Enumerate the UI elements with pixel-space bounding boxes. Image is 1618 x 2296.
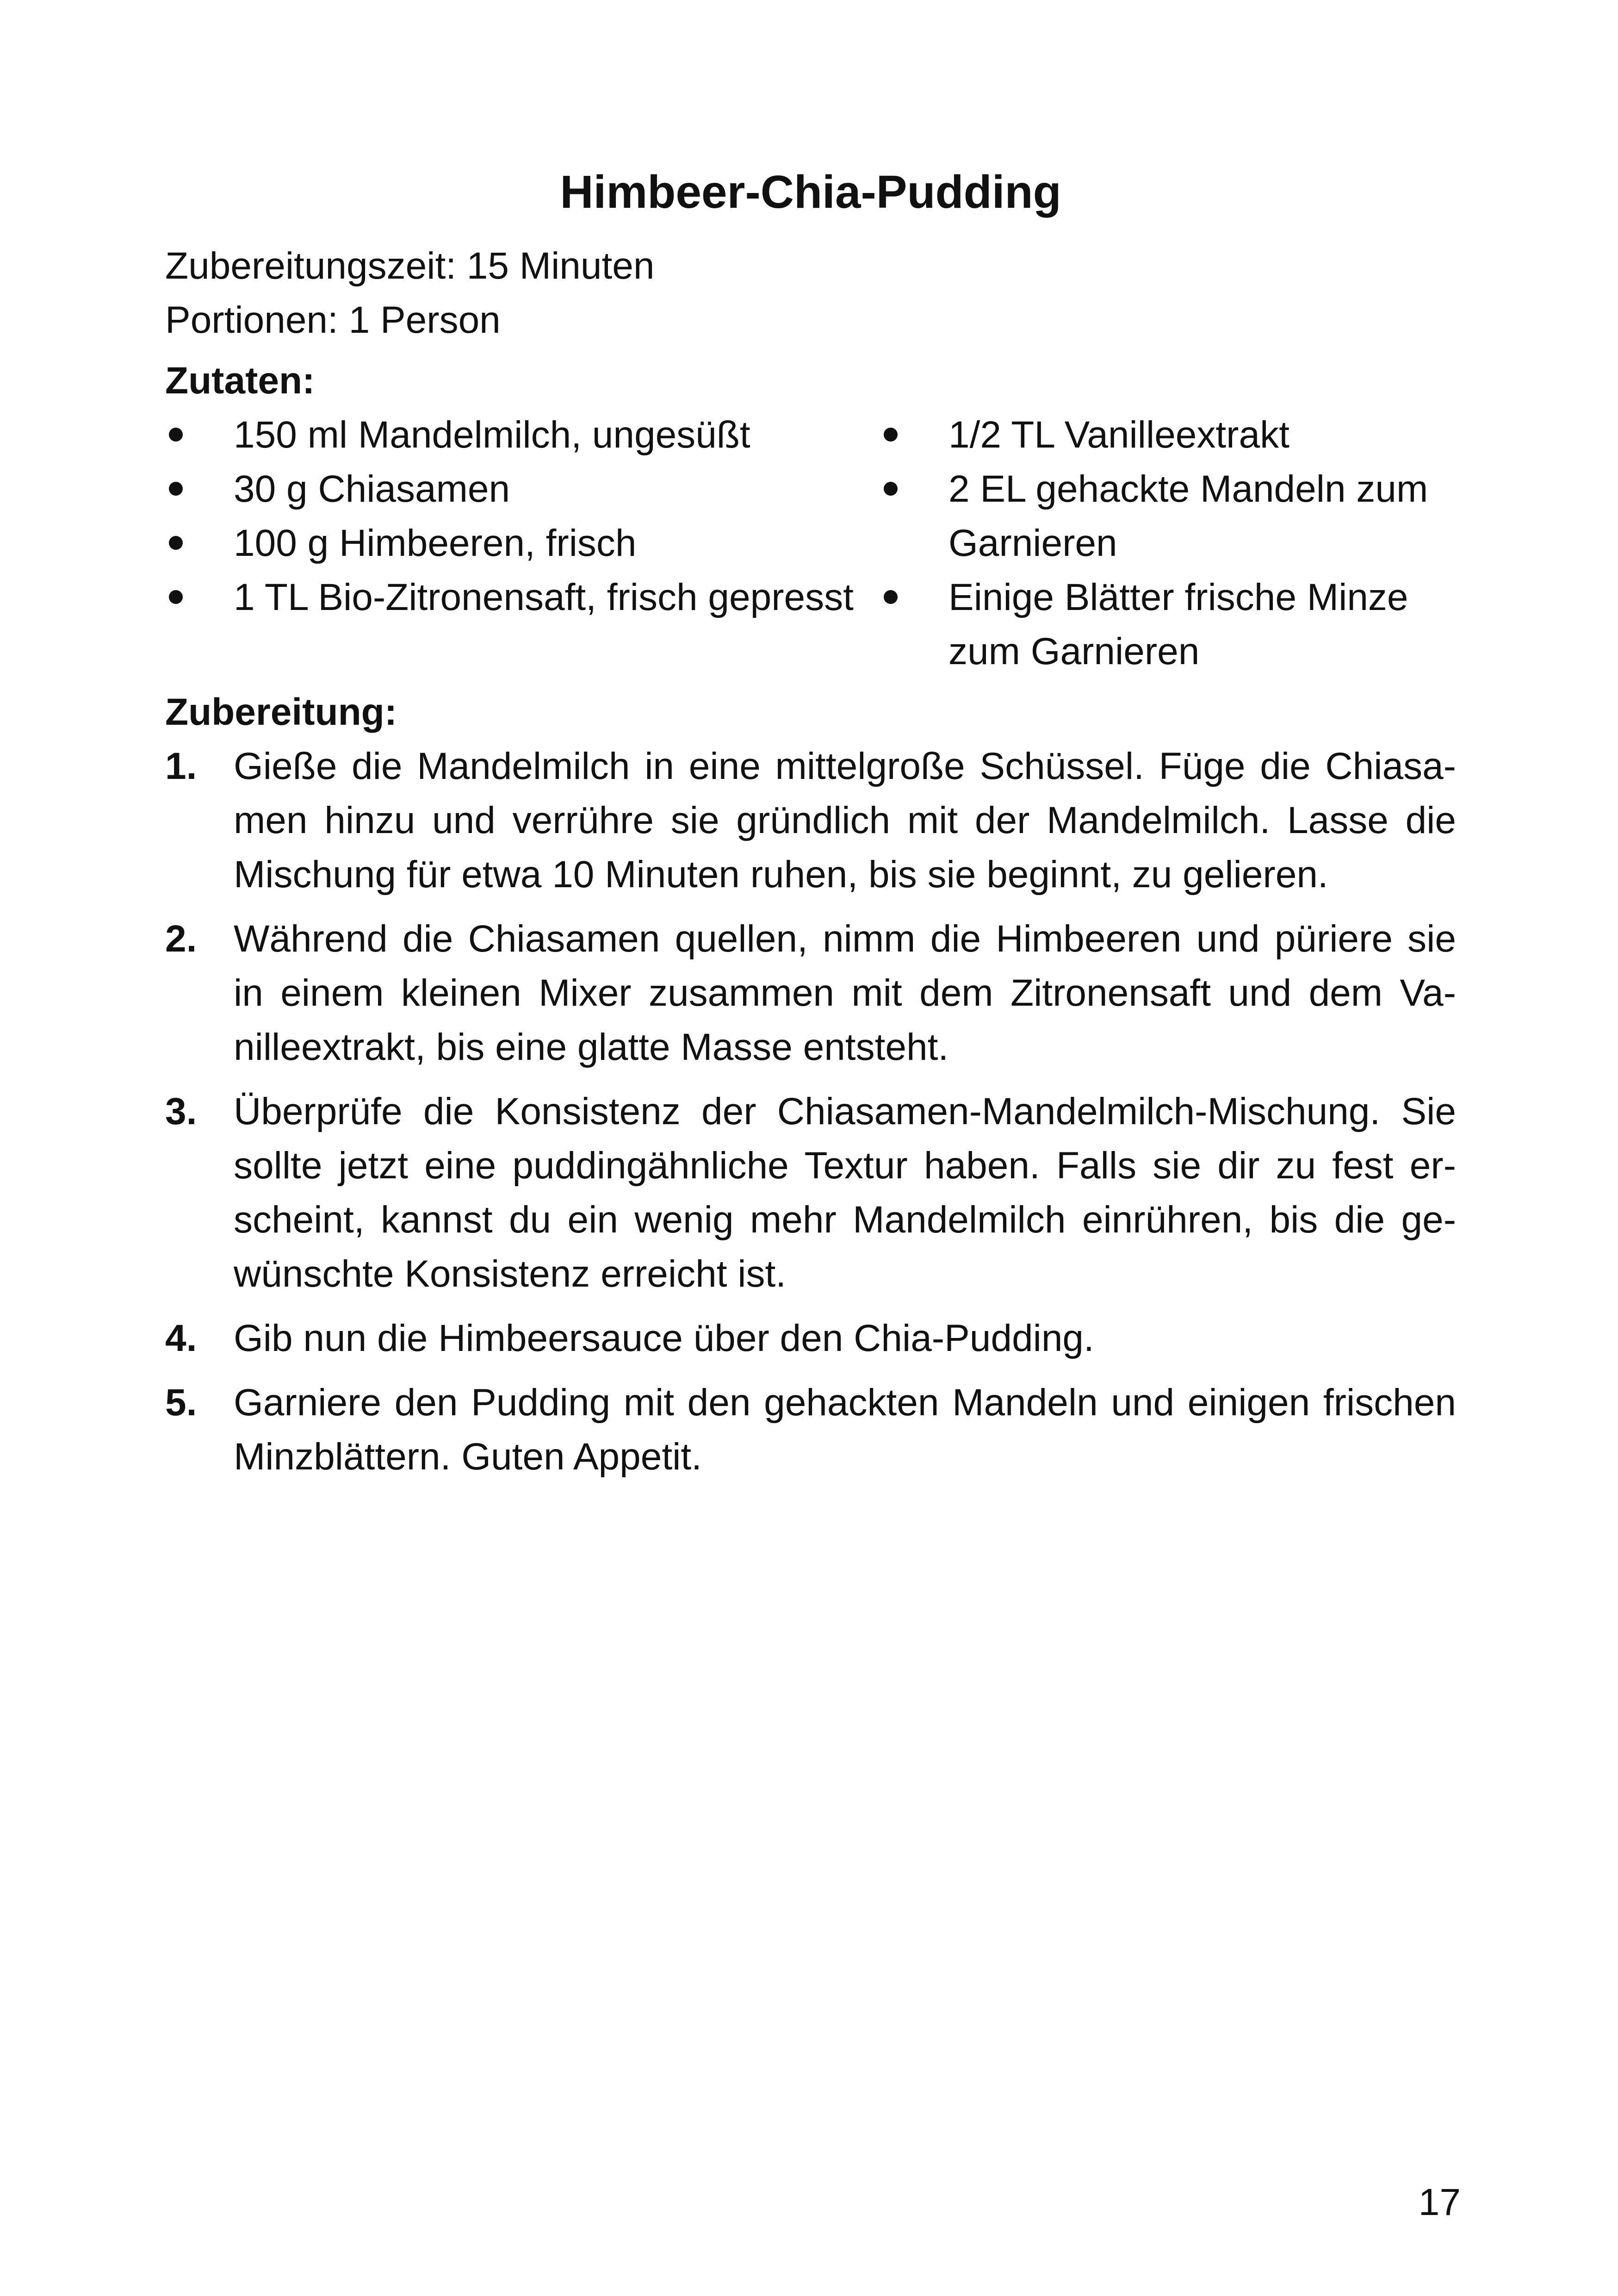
ingredient-item	[165, 408, 880, 462]
recipe-title: Himbeer-Chia-Pudding	[560, 166, 1061, 218]
step-text: Überprüfe die Konsistenz der Chiasamen-Mandelmilch-Mischung. Sie sollte jetzt eine puddingähnliche Textur haben. Falls sie dir zu fest erscheint, kannst du ein wenig mehr Mandelmilch einrühren, bis die gewünschte Konsistenz erreicht ist.	[234, 1090, 1456, 1295]
step-item	[165, 1084, 1456, 1301]
step-number: 2.	[165, 918, 197, 960]
bullet-icon	[884, 428, 898, 442]
step-text: Gib nun die Himbeersauce über den Chia-Pudding.	[234, 1317, 1094, 1359]
ingredients-column-right	[880, 408, 1456, 678]
step-item	[165, 739, 1456, 902]
ingredient-text: 1 TL Bio-Zitronensaft, frisch gepresst	[234, 576, 854, 618]
ingredient-item	[165, 516, 880, 570]
bullet-icon	[169, 536, 183, 550]
page-number: 17	[1418, 2181, 1461, 2223]
ingredient-text: 150 ml Mandelmilch, ungesüßt	[234, 414, 750, 456]
step-number: 4.	[165, 1317, 197, 1359]
ingredients-heading: Zutaten:	[165, 360, 315, 402]
ingredient-item	[165, 570, 880, 624]
step-number: 3.	[165, 1090, 197, 1132]
ingredient-item	[880, 408, 1456, 462]
ingredients-list	[165, 408, 1456, 678]
ingredient-text: 30 g Chiasamen	[234, 468, 510, 510]
step-text: Gieße die Mandelmilch in eine mittelgroße Schüssel. Füge die Chiasamen hinzu und verrühre sie gründlich mit der Mandelmilch. Lasse die Mischung für etwa 10 Minuten ruhen, bis sie beginnt, zu gelieren.	[234, 745, 1456, 896]
step-item	[165, 1311, 1456, 1365]
ingredient-item	[165, 462, 880, 516]
bullet-icon	[884, 482, 898, 496]
ingredient-text: Einige Blätter frische Minze zum Garnieren	[948, 576, 1408, 672]
ingredient-item	[880, 462, 1456, 570]
steps-list	[165, 739, 1456, 1484]
steps-heading: Zubereitung:	[165, 691, 397, 733]
ingredient-text: 2 EL gehackte Mandeln zum Garnieren	[948, 468, 1428, 564]
bullet-icon	[884, 590, 898, 604]
ingredient-item	[880, 570, 1456, 678]
bullet-icon	[169, 482, 183, 496]
bullet-icon	[169, 590, 183, 604]
prep-time: Zubereitungszeit: 15 Minuten	[165, 245, 655, 287]
servings: Portionen: 1 Person	[165, 299, 501, 341]
step-number: 5.	[165, 1381, 197, 1424]
step-item	[165, 1375, 1456, 1484]
step-text: Garniere den Pudding mit den gehackten Mandeln und einigen frischen Minzblättern. Guten Appetit.	[234, 1381, 1456, 1478]
recipe-content	[165, 162, 1456, 1494]
step-item	[165, 912, 1456, 1074]
ingredients-column-left	[165, 408, 880, 678]
bullet-icon	[169, 428, 183, 442]
step-text: Während die Chiasamen quellen, nimm die Himbeeren und püriere sie in einem kleinen Mixer zusammen mit dem Zitronensaft und dem Vanilleextrakt, bis eine glatte Masse entsteht.	[234, 918, 1456, 1068]
step-number: 1.	[165, 745, 197, 787]
ingredient-text: 100 g Himbeeren, frisch	[234, 522, 637, 564]
ingredient-text: 1/2 TL Vanilleextrakt	[948, 414, 1289, 456]
